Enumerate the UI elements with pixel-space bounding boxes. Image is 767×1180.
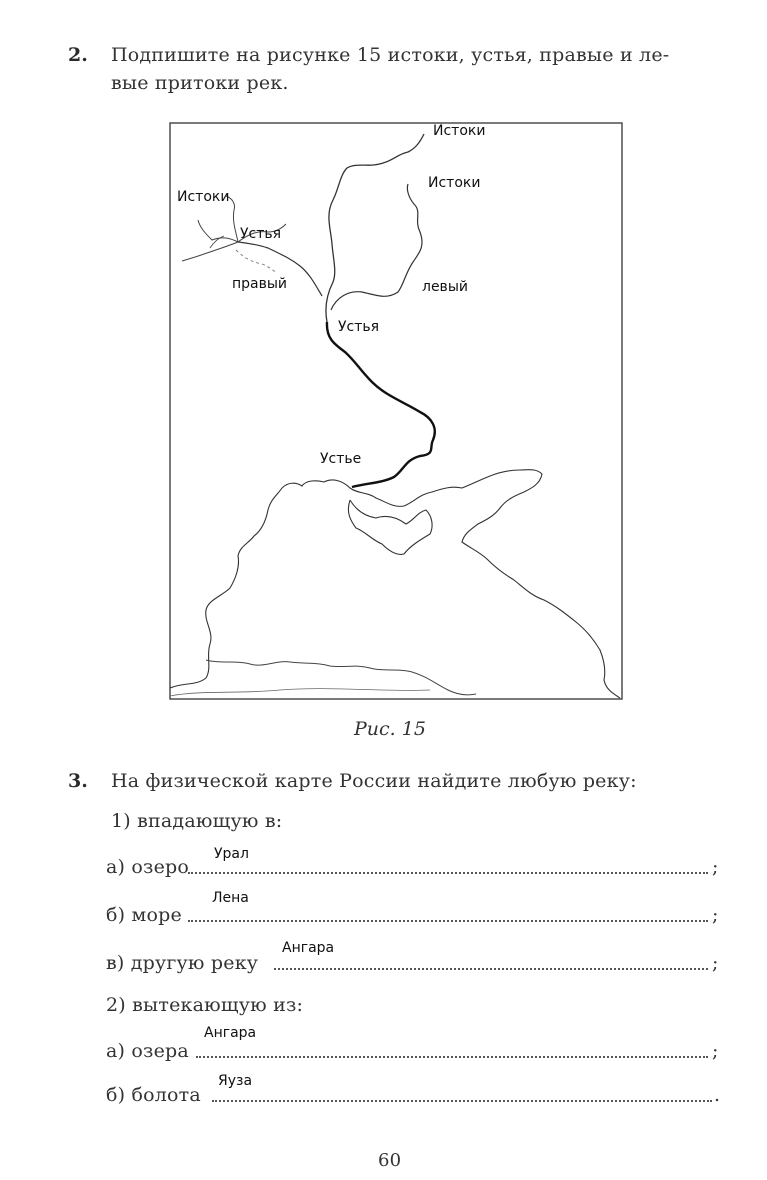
left-tributary (331, 184, 422, 310)
small-river-5 (236, 250, 276, 272)
task-2-text-line-1: Подпишите на рисунке 15 истоки, устья, правые и ле- (111, 44, 670, 66)
label-istoki-right: Истоки (428, 175, 481, 191)
task-2-text-line-2: вые притоки рек. (111, 72, 289, 94)
item-2b-label: б) болота (106, 1084, 201, 1106)
small-river-1 (182, 242, 238, 261)
label-ustye: Устье (320, 451, 362, 467)
item-2b-end: . (714, 1084, 721, 1106)
page-number: 60 (378, 1150, 402, 1171)
item-1c-answer: Ангара (282, 940, 335, 956)
item-2b-answer-line (212, 1100, 712, 1102)
label-leviy: левый (422, 279, 468, 295)
label-ustya-center: Устья (338, 319, 380, 335)
coastline-north (170, 470, 620, 698)
task-2-number: 2. (68, 44, 88, 66)
item-1b-answer: Лена (212, 890, 249, 906)
label-ustya-left: Устья (240, 226, 282, 242)
item-1b-answer-line (188, 920, 708, 922)
item-1c-end: ; (712, 952, 719, 974)
main-river-upper (326, 134, 424, 322)
item-1a-answer: Урал (214, 846, 249, 862)
item-1b-label: б) море (106, 904, 182, 926)
item-2b-answer: Яуза (218, 1073, 253, 1089)
task-3-part-1: 1) впадающую в: (111, 810, 283, 832)
figure-caption: Рис. 15 (354, 718, 426, 740)
item-2a-label: а) озера (106, 1040, 189, 1062)
map-frame (170, 123, 622, 699)
crimea-coast (348, 500, 432, 554)
bottom-edge-detail (170, 689, 430, 696)
item-1c-label: в) другую реку (106, 952, 259, 974)
item-1a-answer-line (188, 872, 708, 874)
task-3-part-2: 2) вытекающую из: (106, 994, 304, 1016)
south-coast (206, 660, 476, 695)
label-istoki-left: Истоки (177, 189, 230, 205)
item-1c-answer-line (274, 968, 708, 970)
item-2a-answer-line (196, 1056, 708, 1058)
item-1a-end: ; (712, 856, 719, 878)
label-praviy: правый (232, 276, 288, 292)
river-map-figure (160, 118, 630, 708)
task-3-title: На физической карте России найдите любую реку: (111, 770, 637, 792)
item-1b-end: ; (712, 904, 719, 926)
task-3-number: 3. (68, 770, 88, 792)
item-2a-end: ; (712, 1040, 719, 1062)
item-2a-answer: Ангара (204, 1025, 257, 1041)
label-istoki-top: Истоки (433, 123, 486, 139)
item-1a-label: а) озеро (106, 856, 190, 878)
